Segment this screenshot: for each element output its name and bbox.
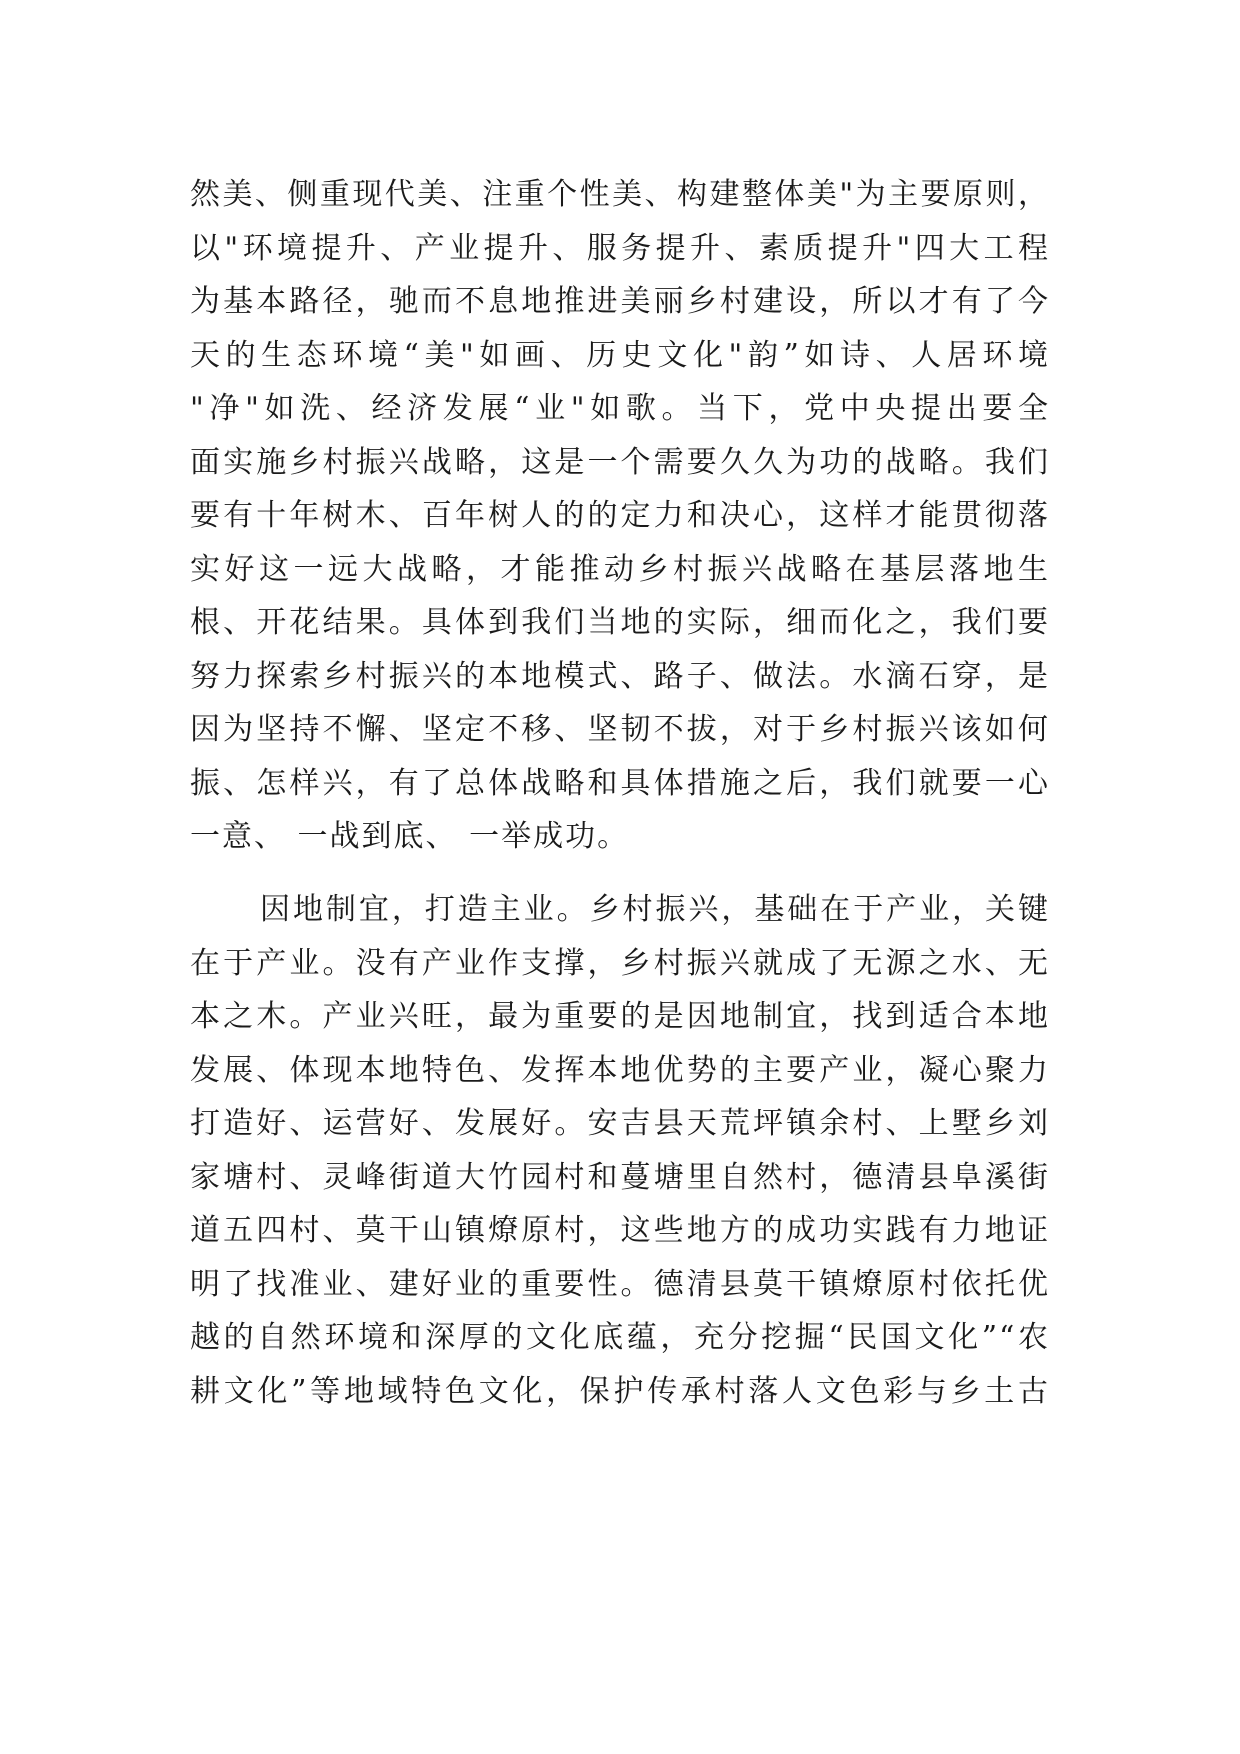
text-line: 因地制宜，打造主业。乡村振兴，基础在于产业，关键 bbox=[260, 892, 1050, 927]
text-line: 要有十年树木、百年树人的的定力和决心，这样才能贯彻落 bbox=[190, 498, 1050, 533]
text-line: 本之木。产业兴旺，最为重要的是因地制宜，找到适合本地 bbox=[190, 999, 1050, 1034]
text-line: 实好这一远大战略，才能推动乡村振兴战略在基层落地生 bbox=[190, 551, 1050, 587]
text-line: "净"如洗、经济发展“业"如歌。当下，党中央提出要全 bbox=[190, 391, 1050, 426]
text-line: 因为坚持不懈、坚定不移、坚韧不拔，对于乡村振兴该如何 bbox=[190, 712, 1050, 747]
text-line: 打造好、运营好、发展好。安吉县天荒坪镇余村、上墅乡刘 bbox=[190, 1106, 1050, 1141]
paragraph-1 bbox=[190, 168, 1050, 864]
text-line: 家塘村、灵峰街道大竹园村和蔓塘里自然村，德清县阜溪街 bbox=[190, 1159, 1050, 1195]
text-line: 一意、 一战到底、 一举成功。 bbox=[190, 819, 630, 854]
text-line: 根、开花结果。具体到我们当地的实际，细而化之，我们要 bbox=[190, 605, 1050, 640]
text-line: 耕文化”等地域特色文化，保护传承村落人文色彩与乡土古 bbox=[190, 1373, 1050, 1409]
text-line: 在于产业。没有产业作支撑，乡村振兴就成了无源之水、无 bbox=[190, 945, 1050, 981]
text-line: 天的生态环境“美"如画、历史文化"韵”如诗、人居环境 bbox=[190, 337, 1050, 373]
text-line: 明了找准业、建好业的重要性。德清县莫干镇燎原村依托优 bbox=[190, 1266, 1050, 1302]
text-line: 以"环境提升、产业提升、服务提升、素质提升"四大工程 bbox=[190, 230, 1050, 266]
paragraph-2 bbox=[190, 883, 1050, 1418]
text-line: 越的自然环境和深厚的文化底蕴，充分挖掘“民国文化”“农 bbox=[190, 1320, 1050, 1355]
text-line: 努力探索乡村振兴的本地模式、路子、做法。水滴石穿，是 bbox=[190, 658, 1050, 694]
text-line: 为基本路径，驰而不息地推进美丽乡村建设，所以才有了今 bbox=[190, 284, 1050, 319]
text-line: 道五四村、莫干山镇燎原村，这些地方的成功实践有力地证 bbox=[190, 1213, 1050, 1248]
text-line: 面实施乡村振兴战略，这是一个需要久久为功的战略。我们 bbox=[190, 444, 1050, 480]
text-line: 振、怎样兴，有了总体战略和具体措施之后，我们就要一心 bbox=[190, 765, 1050, 801]
text-line: 然美、侧重现代美、注重个性美、构建整体美"为主要原则， bbox=[190, 177, 1050, 212]
text-line: 发展、体现本地特色、发挥本地优势的主要产业，凝心聚力 bbox=[190, 1052, 1050, 1088]
